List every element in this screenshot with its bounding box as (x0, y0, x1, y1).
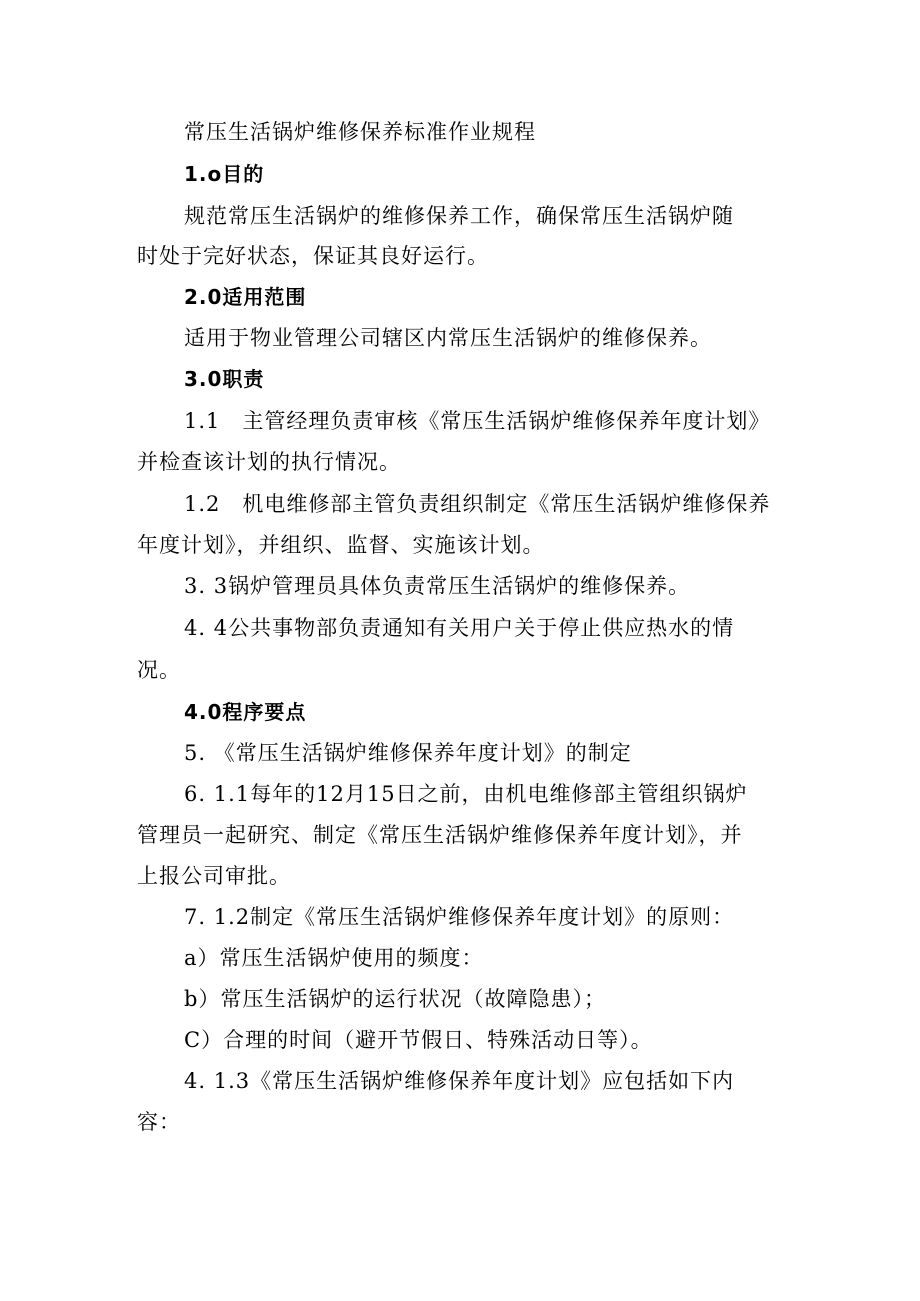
procedure-item-6-line-2: 管理员一起研究、制定《常压生活锅炉维修保养年度计划》，并 (137, 823, 743, 847)
responsibility-2-line-1: 1.2 机电维修部主管负责组织制定《常压生活锅炉维修保养 (184, 492, 771, 516)
procedure-item-7: 7. 1.2制定《常压生活锅炉维修保养年度计划》的原则： (184, 905, 735, 929)
procedure-item-8-line-2: 容： (137, 1110, 181, 1134)
procedure-item-6-line-3: 上报公司审批。 (137, 864, 291, 888)
procedure-item-6-line-1: 6. 1.1每年的12月15日之前，由机电维修部主管组织锅炉 (184, 782, 748, 806)
responsibility-4-line-1: 4. 4公共事物部负责通知有关用户关于停止供应热水的情 (184, 616, 735, 640)
responsibility-2-line-2: 年度计划》，并组织、监督、实施该计划。 (137, 533, 545, 557)
document-title: 常压生活锅炉维修保养标准作业规程 (184, 120, 536, 144)
purpose-paragraph-line-2: 时处于完好状态，保证其良好运行。 (137, 244, 489, 268)
section-heading-scope: 2.0适用范围 (184, 285, 307, 309)
responsibility-3: 3. 3锅炉管理员具体负责常压生活锅炉的维修保养。 (184, 574, 691, 598)
responsibility-1-line-1: 1.1 主管经理负责审核《常压生活锅炉维修保养年度计划》 (184, 409, 771, 433)
section-heading-purpose: 1.o目的 (184, 162, 265, 186)
purpose-paragraph-line-1: 规范常压生活锅炉的维修保养工作，确保常压生活锅炉随 (184, 204, 734, 228)
procedure-item-5: 5. 《常压生活锅炉维修保养年度计划》的制定 (184, 741, 632, 765)
principle-a: a）常压生活锅炉使用的频度： (184, 946, 484, 970)
responsibility-4-line-2: 况。 (137, 658, 181, 682)
responsibility-1-line-2: 并检查该计划的执行情况。 (137, 450, 401, 474)
principle-c: C）合理的时间（避开节假日、特殊活动日等）。 (184, 1028, 653, 1052)
principle-b: b）常压生活锅炉的运行状况（故障隐患）； (184, 987, 606, 1011)
section-heading-procedure: 4.0程序要点 (184, 700, 307, 724)
scope-paragraph: 适用于物业管理公司辖区内常压生活锅炉的维修保养。 (184, 326, 712, 350)
procedure-item-8-line-1: 4. 1.3《常压生活锅炉维修保养年度计划》应包括如下内 (184, 1069, 735, 1093)
section-heading-responsibilities: 3.0职责 (184, 367, 265, 391)
